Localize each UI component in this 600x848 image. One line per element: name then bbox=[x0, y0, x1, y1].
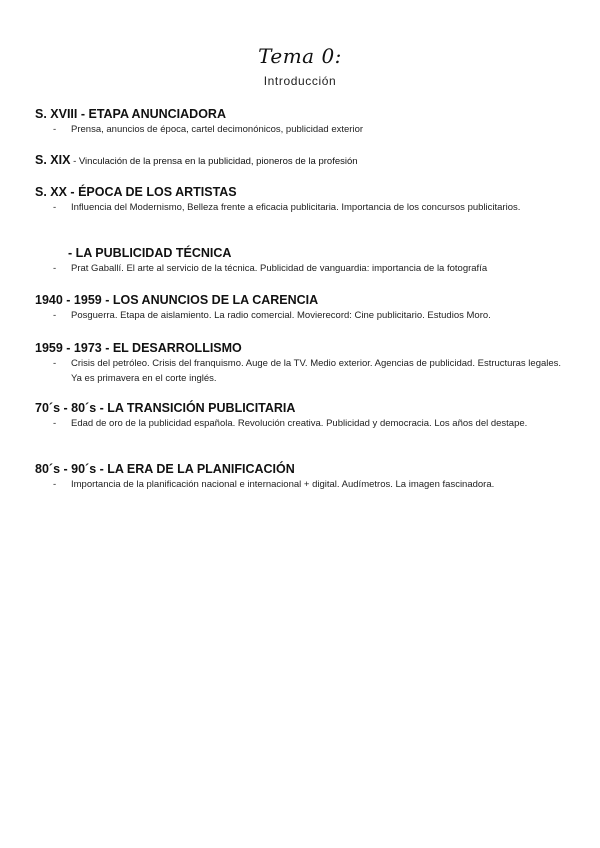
bullet-text: Crisis del petróleo. Crisis del franquismo. Auge de la TV. Medio exterior. Agencias de publicidad. Estructuras legales. Ya es primavera en el corte inglés. bbox=[71, 358, 562, 384]
bullet-dash: - bbox=[53, 202, 57, 213]
bullet-dash: - bbox=[53, 358, 57, 369]
section-heading: 80´s - 90´s - LA ERA DE LA PLANIFICACIÓN bbox=[35, 462, 295, 476]
bullet-dash: - bbox=[53, 124, 57, 135]
bullet-item bbox=[35, 262, 565, 277]
section-heading: S. XX - ÉPOCA DE LOS ARTISTAS bbox=[35, 185, 237, 199]
bullet-text: Prensa, anuncios de época, cartel decimonónicos, publicidad exterior bbox=[71, 124, 364, 135]
bullet-text: Prat Gaballí. El arte al servicio de la técnica. Publicidad de vanguardia: importancia de la fotografía bbox=[71, 263, 488, 274]
bullet-item bbox=[35, 201, 565, 216]
section-1940-1959 bbox=[35, 292, 565, 324]
section-s-xviii bbox=[35, 106, 565, 138]
bullet-item bbox=[35, 309, 565, 324]
section-heading: S. XVIII - ETAPA ANUNCIADORA bbox=[35, 107, 226, 121]
section-heading: S. XIX bbox=[35, 153, 71, 167]
bullet-item bbox=[35, 123, 565, 138]
bullet-text: Influencia del Modernismo, Belleza frente a eficacia publicitaria. Importancia de los concursos publicitarios. bbox=[71, 202, 521, 213]
page-subtitle: Introducción bbox=[263, 74, 337, 88]
section-80s-90s bbox=[35, 461, 565, 493]
bullet-item bbox=[35, 417, 565, 432]
section-s-xx bbox=[35, 184, 565, 216]
bullet-dash: - bbox=[53, 479, 57, 490]
bullet-text: Posguerra. Etapa de aislamiento. La radio comercial. Movierecord: Cine publicitario. Estudios Moro. bbox=[71, 310, 491, 321]
section-heading: 1959 - 1973 - EL DESARROLLISMO bbox=[35, 341, 242, 355]
section-inline-text: - Vinculación de la prensa en la publicidad, pioneros de la profesión bbox=[70, 156, 358, 167]
page-title: Tema 0: bbox=[258, 44, 342, 68]
section-publicidad-tecnica bbox=[35, 245, 565, 277]
bullet-item bbox=[35, 478, 565, 493]
section-heading-row bbox=[35, 152, 565, 170]
section-70s-80s bbox=[35, 400, 565, 432]
section-heading: 1940 - 1959 - LOS ANUNCIOS DE LA CARENCIA bbox=[35, 293, 319, 307]
section-s-xix bbox=[35, 152, 565, 170]
bullet-dash: - bbox=[53, 418, 57, 429]
section-1959-1973 bbox=[35, 340, 565, 386]
bullet-text: Importancia de la planificación nacional e internacional + digital. Audímetros. La imagen fascinadora. bbox=[71, 479, 495, 490]
bullet-item bbox=[35, 357, 565, 386]
bullet-dash: - bbox=[53, 310, 57, 321]
bullet-dash: - bbox=[53, 263, 57, 274]
section-heading: 70´s - 80´s - LA TRANSICIÓN PUBLICITARIA bbox=[35, 401, 296, 415]
bullet-text: Edad de oro de la publicidad española. Revolución creativa. Publicidad y democracia. Los años del destape. bbox=[71, 418, 528, 429]
section-subheading: - LA PUBLICIDAD TÉCNICA bbox=[68, 246, 232, 260]
